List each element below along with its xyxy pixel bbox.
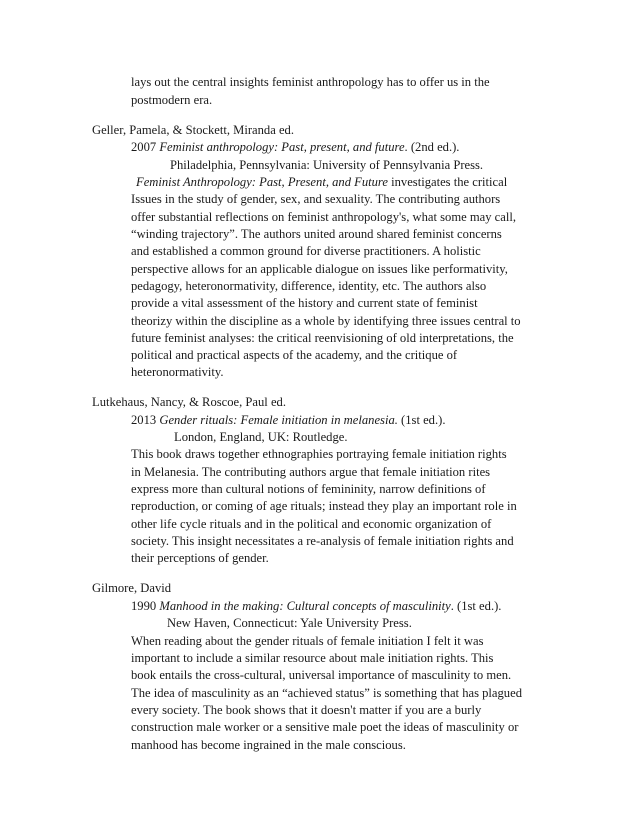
citation-year: 1990 bbox=[131, 599, 157, 613]
annotation-line: important to include a similar resource about male initiation rights. This bbox=[131, 651, 494, 665]
annotation-line: Issues in the study of gender, sex, and sexuality. The contributing authors bbox=[131, 192, 501, 206]
citation-publisher: Philadelphia, Pennsylvania: University of Pennsylvania Press. bbox=[170, 158, 484, 172]
citation-author: Gilmore, David bbox=[92, 581, 172, 595]
citation-title: Feminist anthropology: Past, present, and future bbox=[159, 140, 405, 154]
citation-publisher: New Haven, Connecticut: Yale University Press. bbox=[167, 616, 412, 630]
annotation-title-ref: Feminist Anthropology: Past, Present, and Future bbox=[136, 175, 388, 189]
annotation-line: every society. The book shows that it doesn't matter if you are a burly bbox=[131, 703, 482, 717]
annotation-line: This book draws together ethnographies portraying female initiation rights bbox=[131, 447, 507, 461]
citation-edition: (1st ed.). bbox=[397, 413, 446, 427]
annotation-line: heteronormativity. bbox=[131, 365, 224, 379]
citation-edition: . (1st ed.). bbox=[450, 599, 502, 613]
citation-title: Manhood in the making: Cultural concepts of masculinity bbox=[159, 599, 451, 613]
annotation-line: theorizy within the discipline as a whole by identifying three issues central to bbox=[131, 314, 521, 328]
annotation-line: provide a vital assessment of the history and current state of feminist bbox=[131, 296, 478, 310]
citation-title-line bbox=[131, 412, 445, 429]
citation-edition: . (2nd ed.). bbox=[404, 140, 460, 154]
annotation-line: “winding trajectory”. The authors united around shared feminist concerns bbox=[131, 227, 502, 241]
annotation-line: construction male worker or a sensitive male poet the ideas of masculinity or bbox=[131, 720, 519, 734]
intro-line: postmodern era. bbox=[131, 93, 213, 107]
citation-title: Gender rituals: Female initiation in melanesia. bbox=[159, 413, 398, 427]
annotation-line: reproduction, or coming of age rituals; instead they play an important role in bbox=[131, 499, 517, 513]
annotation-line: future feminist analyses: the critical reenvisioning of old interpretations, the bbox=[131, 331, 514, 345]
annotation-line: and established a common ground for diverse practitioners. A holistic bbox=[131, 244, 481, 258]
annotation-line: manhood has become ingrained in the male conscious. bbox=[131, 738, 406, 752]
annotation-line: political and practical aspects of the academy, and the critique of bbox=[131, 348, 458, 362]
annotation-line: express more than cultural notions of femininity, narrow definitions of bbox=[131, 482, 486, 496]
annotation-line: other life cycle rituals and in the political and economic organization of bbox=[131, 517, 492, 531]
citation-author: Geller, Pamela, & Stockett, Miranda ed. bbox=[92, 123, 294, 137]
citation-author: Lutkehaus, Nancy, & Roscoe, Paul ed. bbox=[92, 395, 286, 409]
citation-year: 2007 bbox=[131, 140, 157, 154]
annotation-text: investigates the critical bbox=[387, 175, 508, 189]
citation-title-line bbox=[131, 598, 501, 615]
annotation-line: perspective allows for an applicable dialogue on issues like performativity, bbox=[131, 262, 508, 276]
annotation-line: society. This insight necessitates a re-analysis of female initiation rights and bbox=[131, 534, 514, 548]
annotation-line: When reading about the gender rituals of female initiation I felt it was bbox=[131, 634, 484, 648]
annotation-line: The idea of masculinity as an “achieved status” is something that has plagued bbox=[131, 686, 522, 700]
citation-publisher: London, England, UK: Routledge. bbox=[174, 430, 348, 444]
annotation-line: offer substantial reflections on feminist anthropology's, what some may call, bbox=[131, 210, 517, 224]
annotation-line: in Melanesia. The contributing authors argue that female initiation rites bbox=[131, 465, 491, 479]
annotation-line: their perceptions of gender. bbox=[131, 551, 269, 565]
citation-year: 2013 bbox=[131, 413, 157, 427]
annotation-line bbox=[136, 174, 507, 191]
citation-title-line bbox=[131, 139, 459, 156]
annotation-line: book entails the cross-cultural, universal importance of masculinity to men. bbox=[131, 668, 512, 682]
intro-line: lays out the central insights feminist anthropology has to offer us in the bbox=[131, 75, 490, 89]
annotation-line: pedagogy, heteronormativity, difference, identity, etc. The authors also bbox=[131, 279, 487, 293]
